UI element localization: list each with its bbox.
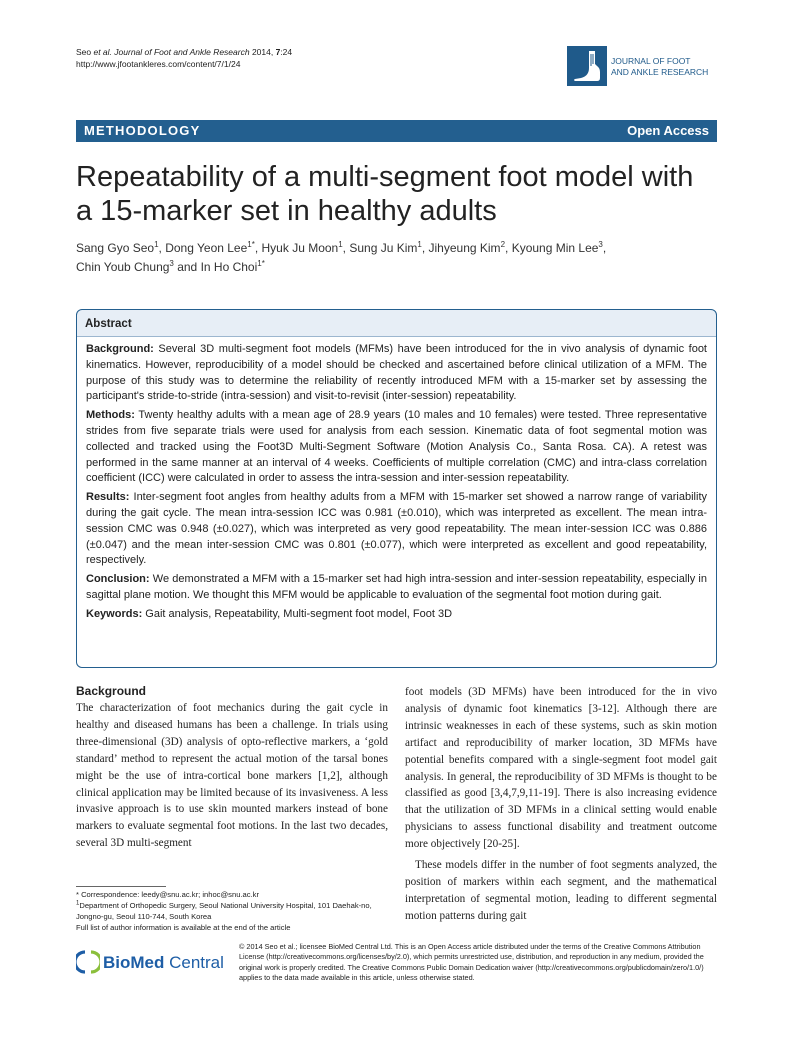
- title-line-1: Repeatability of a multi-segment foot model with: [76, 161, 694, 193]
- header-url[interactable]: http://www.jfootankleres.com/content/7/1/24: [76, 59, 241, 69]
- author-list: [76, 239, 716, 277]
- license-statement: © 2014 Seo et al.; licensee BioMed Central Ltd. This is an Open Access article distributed under the terms of the Creative Commons Attribution License (http://creativecommons.org/licenses/by/2.0), which permits unrestricted use, distribution, and reproduction in any medium, provided the original work is properly credited. The Creative Commons Public Domain Dedication waiver (http://creativecommons.org/publicdomain/zero/1.0/) applies to the data made available in this article, unless otherwise stated.: [239, 942, 704, 982]
- abstract-body: [77, 336, 716, 667]
- author: Kyoung Min Lee$^3$,: [511, 240, 607, 255]
- section-heading-background: Background: [76, 684, 147, 698]
- author: Sung Ju Kim$^1$,: [349, 240, 429, 255]
- author: In Ho Choi$^{1*}$: [200, 259, 265, 274]
- header-journal: Journal of Foot and Ankle Research: [111, 47, 250, 57]
- header-issue: :24: [280, 47, 293, 57]
- abstract-results: Results: Inter-segment foot angles from healthy adults from a MFM with 15-marker set showed a narrow range of variability during the gait cycle. The mean intra-session ICC was 0.981 (±0.010), which was interpreted as excellent. The mean intra-session CMC was 0.948 (±0.027), which was interpreted as very good repeatability. The mean inter-session ICC was 0.886 (±0.047) and the mean inter-session CMC was 0.801 (±0.077), which were interpreted as excellent and good repeatability, respectively.: [86, 491, 707, 567]
- header-citation: [76, 46, 292, 70]
- open-access-label: Open Access: [627, 123, 709, 138]
- correspondence-note: * Correspondence: leedy@snu.ac.kr; inhoc@snu.ac.kr: [76, 890, 259, 899]
- journal-logo-line1: JOURNAL OF FOOT: [611, 56, 691, 66]
- header-year: 2014,: [249, 47, 276, 57]
- footnote-divider: [76, 886, 166, 887]
- publisher-name: BioMed Central: [103, 953, 224, 972]
- author-info-note: Full list of author information is available at the end of the article: [76, 923, 291, 932]
- title-line-2: a 15-marker set in healthy adults: [76, 195, 497, 227]
- footnotes: [76, 889, 388, 933]
- body-paragraph: foot models (3D MFMs) have been introduced for the in vivo analysis of dynamic foot kinematics [3-12]. Although there are intrinsic weaknesses in each of these systems, such as skin motion artifact and reproducibility of marker location, 3D MFMs have potential benefits compared with a single-segment foot model gait analysis. In general, the reproducibility of 3D MFMs is thought to be classified as good [3,4,7,9,11-19]. There is also increasing evidence that the utilization of 3D MFMs in a clinical setting would enable physicians to assess functional disability and treatment outcome more objectively [20-25].: [405, 686, 717, 851]
- article-title: [76, 160, 726, 228]
- author: Sang Gyo Seo$^1$,: [76, 240, 166, 255]
- abstract-methods: Methods: Twenty healthy adults with a mean age of 28.9 years (10 males and 10 females) were tested. Three representative strides from five separate trials were used for analysis from each session. Kinematic data of foot segmental motion was collected and tracked using the Foot3D Multi-Segment Software (Motion Analysis Co., Santa Rosa. CA). A retest was performed in the same manner at an interval of 4 weeks. Coefficients of multiple correlation (CMC) and intra-class correlation coefficient (ICC) were calculated in order to assess the intra-session and inter-session repeatability.: [86, 409, 707, 485]
- journal-logo-line2: AND ANKLE RESEARCH: [611, 67, 709, 77]
- affiliation-note: $^1$Department of Orthopedic Surgery, Seoul National University Hospital, 101 Daehak-no, Jongno-gu, Seoul 110-744, South Korea: [76, 900, 372, 921]
- header-author: Seo: [76, 47, 92, 57]
- author: Chin Youb Chung$^3$ and: [76, 259, 201, 274]
- abstract-box: [76, 309, 717, 668]
- header-etal: et al.: [91, 47, 112, 57]
- body-right-column: [405, 684, 717, 925]
- abstract-conclusion: Conclusion: We demonstrated a MFM with a 15-marker set had high intra-session and inter-session repeatability, especially in sagittal plane motion. We thought this MFM would be applicable to evaluation of the segmental foot motion during gait.: [86, 573, 707, 601]
- biomed-central-logo-icon: [76, 950, 100, 974]
- header-volume: 7: [275, 47, 281, 57]
- article-type: METHODOLOGY: [84, 123, 201, 138]
- author: Jihyeung Kim$^2$,: [428, 240, 512, 255]
- body-paragraph: These models differ in the number of foot segments analyzed, the position of markers within each segment, and the mathematical interpretation of segmental motion, leading to different segmental motion patterns during gait: [405, 859, 717, 922]
- author: Hyuk Ju Moon$^1$,: [261, 240, 350, 255]
- journal-logo: [567, 46, 727, 86]
- foot-ankle-journal-icon: [567, 46, 607, 86]
- abstract-heading: Abstract: [85, 318, 132, 330]
- body-left-column: [76, 684, 388, 852]
- article-type-banner: [76, 120, 717, 142]
- body-paragraph: The characterization of foot mechanics during the gait cycle in healthy and diseased humans has been a challenge. In trials using three-dimensional (3D) analysis of opto-reflective markers, a ‘gold standard’ method to represent the actual motion of the tarsal bones might be the use of intra-cortical bone markers [1,2], although clinical application may be limited because of its invasiveness. A less invasive approach is to use skin mounted markers instead of bone markers to evaluate segmental foot motions. In the last two decades, several 3D multi-segment: [76, 702, 388, 850]
- biomed-central-logo: [76, 950, 236, 974]
- author: Dong Yeon Lee$^{1*}$,: [165, 240, 262, 255]
- abstract-background: Background: Several 3D multi-segment foot models (MFMs) have been introduced for the in vivo analysis of dynamic foot kinematics. However, reproducibility of a model should be checked and ascertained before clinical utilization of a MFM. The purpose of this study was to determine the reliability of recently introduced MFM with a 15-marker set by assessing the participant's stride-to-stride (intra-session) and visit-to-revisit (inter-session) repeatability.: [86, 343, 707, 403]
- abstract-keywords: Keywords: Gait analysis, Repeatability, Multi-segment foot model, Foot 3D: [86, 607, 453, 620]
